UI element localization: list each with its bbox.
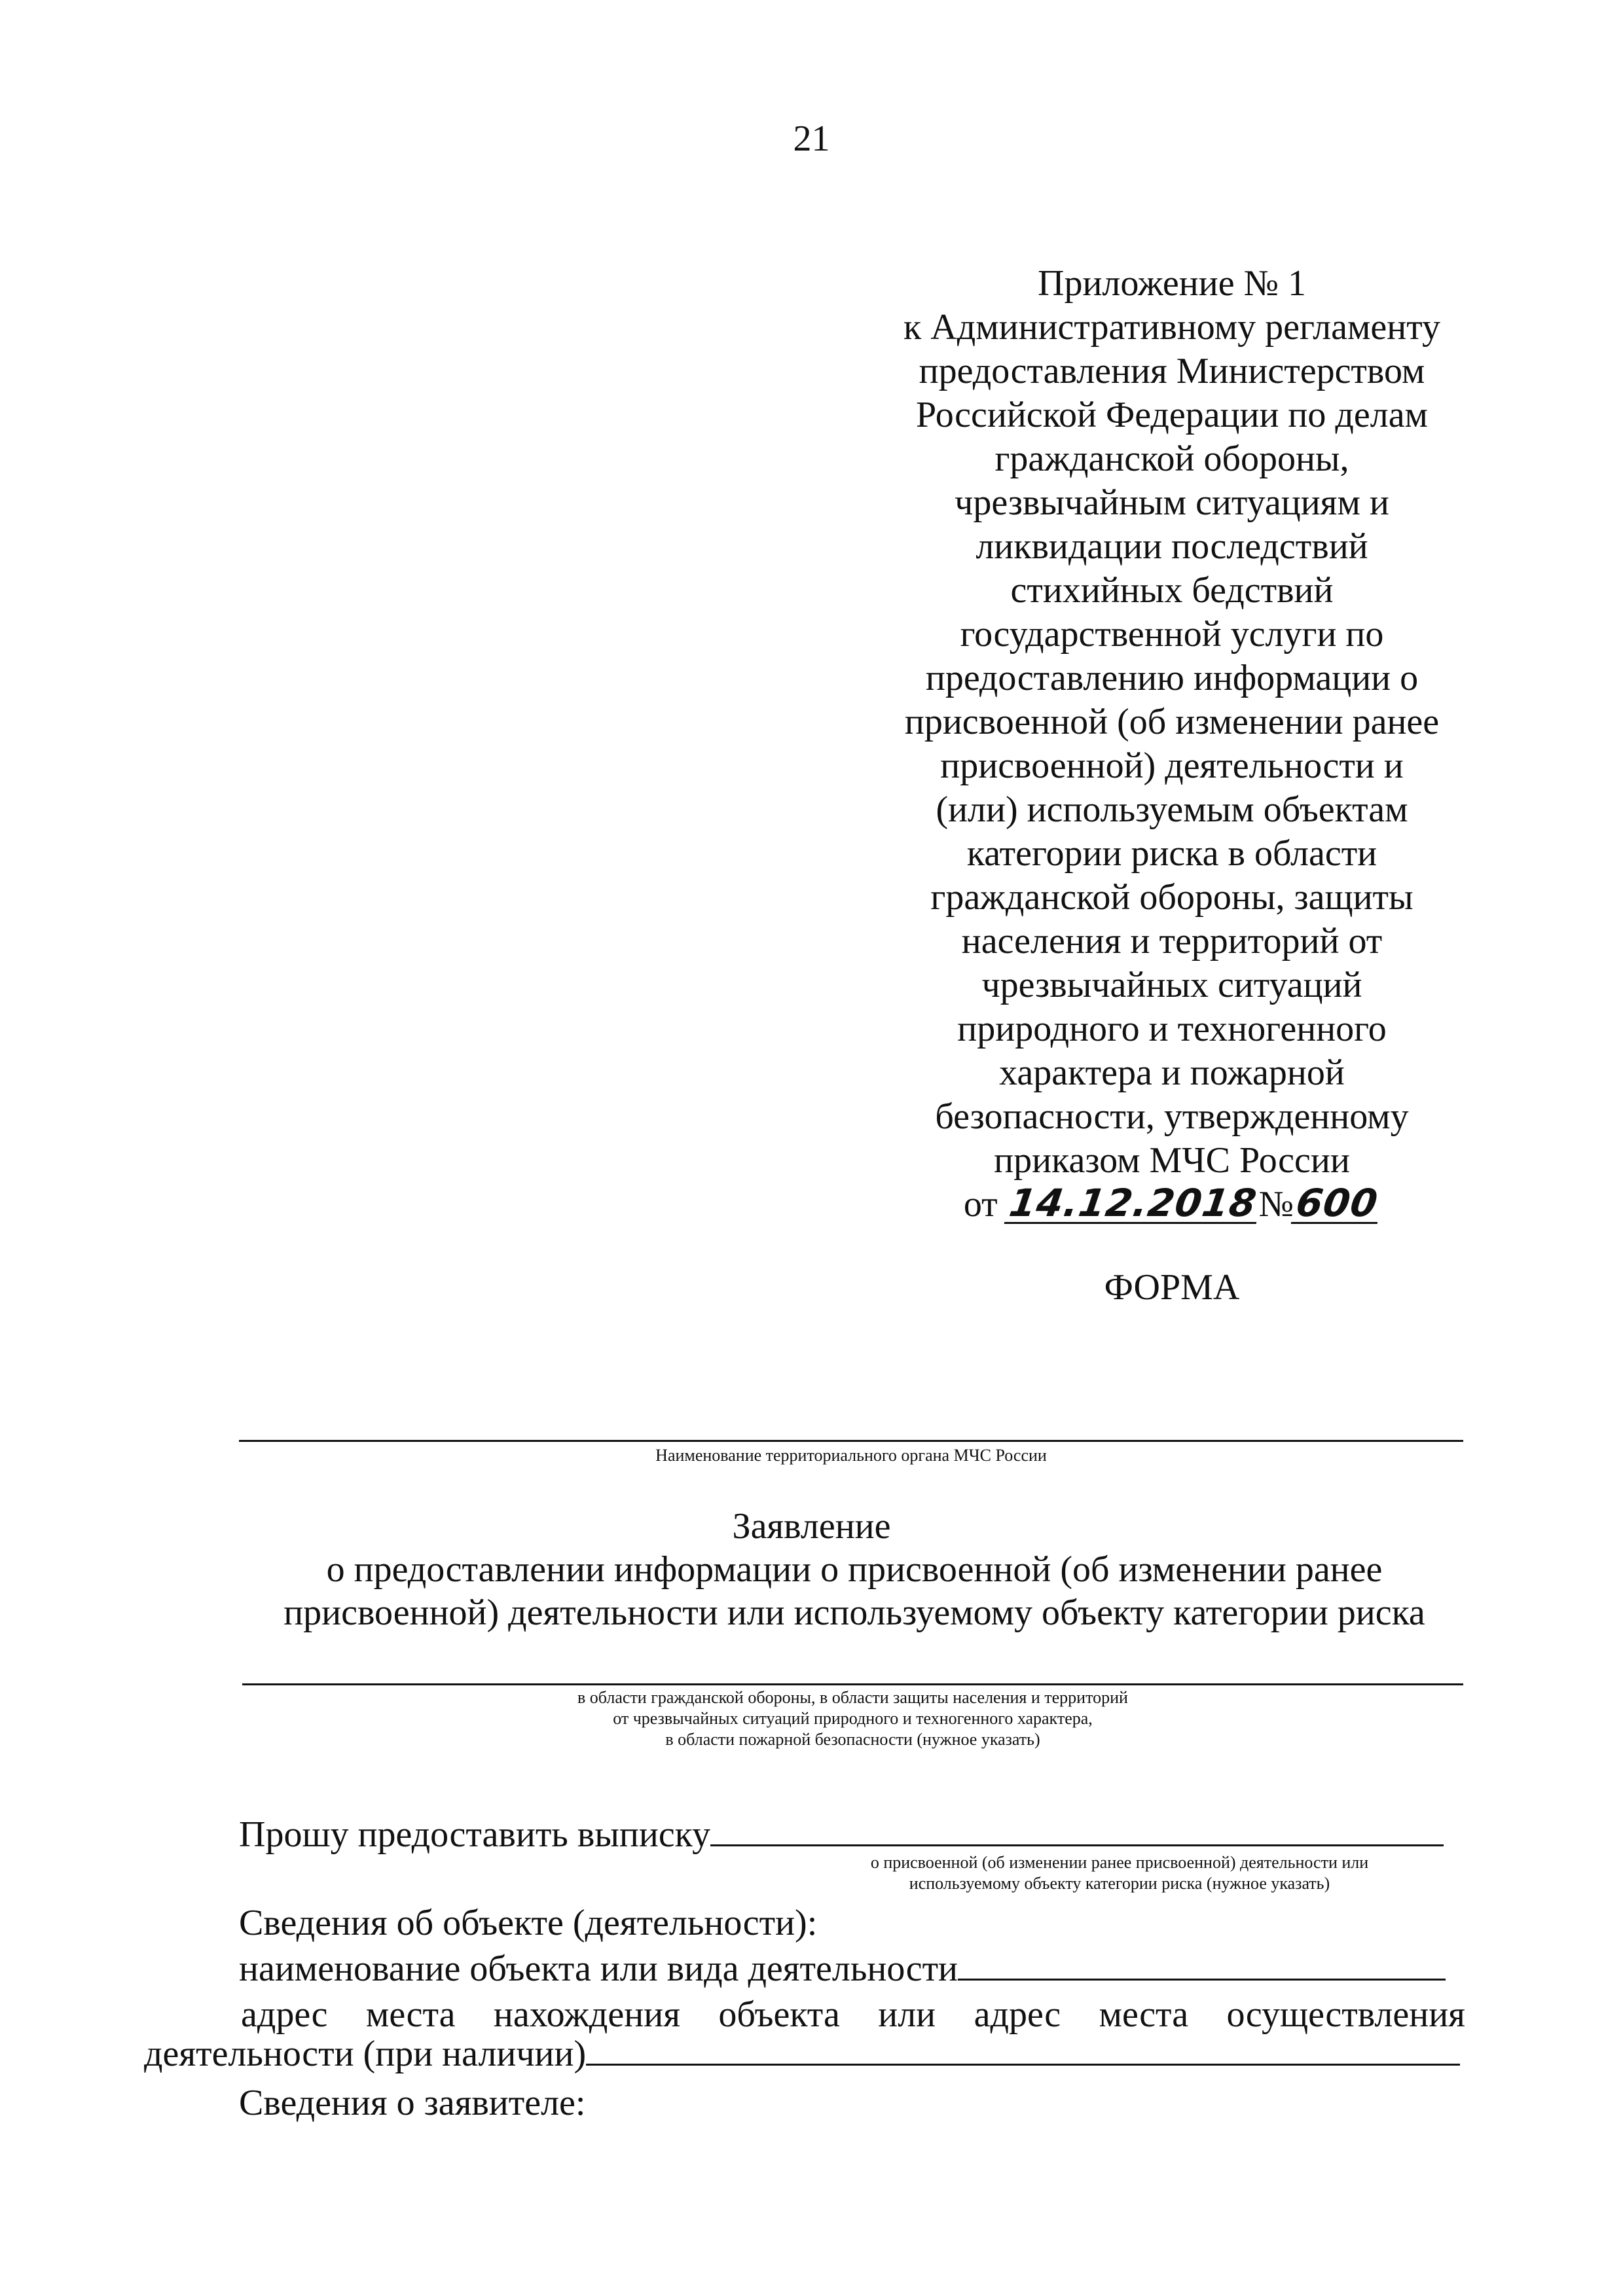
appendix-line: природного и техногенного [957,1009,1387,1049]
address-word: адрес [241,1994,328,2035]
appendix-line: Российской Федерации по делам [915,395,1428,435]
authority-name-line [239,1440,1463,1442]
object-name-row [239,1947,1446,1990]
appendix-line: к Административному регламенту [903,307,1440,348]
request-caption [773,1852,1467,1894]
address-word: осуществления [1226,1994,1465,2035]
request-blank-field[interactable] [710,1813,1444,1846]
address-word: адрес [974,1994,1061,2035]
subtitle-line: присвоенной) деятельности или используемому объекту категории риска [283,1592,1425,1633]
address-word: места [1099,1994,1189,2035]
appendix-line: приказом МЧС России [994,1140,1350,1181]
appendix-line: государственной услуги по [960,614,1384,655]
number-prefix: № [1258,1184,1294,1225]
address-continuation-row [144,2032,1460,2075]
forma-label: ФОРМА [1104,1267,1240,1308]
date-prefix: от [963,1184,998,1225]
appendix-line: (или) используемым объектам [936,789,1408,830]
appendix-line: стихийных бедствий [1010,570,1334,611]
page-number: 21 [793,118,830,159]
handwritten-order-number: 600 [1291,1184,1383,1224]
appendix-line: гражданской обороны, [994,439,1349,479]
address-word: объекта [718,1994,840,2035]
object-info-heading: Сведения об объекте (деятельности): [239,1903,818,1943]
appendix-line: чрезвычайным ситуациям и [955,482,1389,523]
appendix-line: Приложение № 1 [1038,263,1306,304]
object-name-blank-field[interactable] [958,1947,1446,1981]
address-word: нахождения [493,1994,680,2035]
address-word: или [878,1994,936,2035]
area-caption [242,1687,1463,1750]
area-caption-line: в области гражданской обороны, в области защиты населения и территорий [577,1688,1128,1707]
appendix-line: предоставления Министерством [919,351,1425,391]
appendix-line: предоставлению информации о [925,658,1419,698]
subtitle-line: о предоставлении информации о присвоенной (об изменении ранее [326,1549,1383,1590]
appendix-line: присвоенной (об изменении ранее [904,702,1440,742]
appendix-line: ликвидации последствий [976,526,1368,567]
order-date-line [845,1183,1499,1227]
address-word: места [365,1994,456,2035]
authority-caption: Наименование территориального органа МЧС России [655,1446,1047,1465]
appendix-line: гражданской обороны, защиты [930,877,1413,918]
appendix-line: чрезвычайных ситуаций [981,965,1362,1005]
request-caption-line: используемому объекту категории риска (нужное указать) [909,1874,1330,1893]
area-caption-line: в области пожарной безопасности (нужное указать) [665,1730,1040,1749]
appendix-line: категории риска в области [966,833,1377,874]
appendix-line: присвоенной) деятельности и [940,745,1404,786]
application-title: Заявление [732,1506,891,1547]
area-blank-line [242,1683,1463,1685]
address-blank-field[interactable] [586,2032,1460,2066]
request-label: Прошу предоставить выписку [239,1814,711,1855]
area-caption-line: от чрезвычайных ситуаций природного и техногенного характера, [613,1709,1093,1728]
request-row [239,1813,1444,1856]
handwritten-date: 14.12.2018 [1004,1184,1261,1224]
request-caption-line: о присвоенной (об изменении ранее присвоенной) деятельности или [870,1853,1369,1872]
applicant-heading: Сведения о заявителе: [239,2083,586,2123]
appendix-line: характера и пожарной [999,1052,1345,1093]
address-label-row [241,1993,1465,2036]
appendix-line: населения и территорий от [961,921,1383,961]
object-name-label: наименование объекта или вида деятельности [239,1948,958,1989]
appendix-line: безопасности, утвержденному [935,1096,1409,1137]
address-continuation-label: деятельности (при наличии) [144,2034,587,2074]
appendix-header [845,262,1499,1227]
application-subtitle [223,1548,1486,1634]
